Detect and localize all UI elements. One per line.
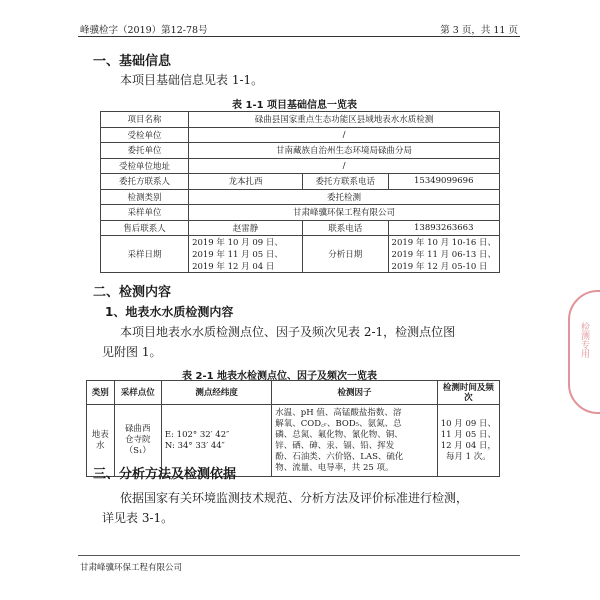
schedule-line: 每月 1 次。	[445, 451, 491, 462]
value-client-contact: 龙本扎西	[189, 174, 303, 190]
label-client-unit: 委托单位	[101, 143, 189, 159]
label-client-phone: 委托方联系电话	[302, 174, 388, 190]
doc-number: 峰骥检字（2019）第12-78号	[80, 25, 208, 36]
table-row	[101, 174, 500, 190]
value-inspected-unit: /	[189, 127, 500, 143]
value-after-sales: 赵雷静	[189, 220, 303, 236]
section3-title: 三、分析方法及检测依据	[93, 467, 237, 482]
label-sampling-unit: 采样单位	[101, 205, 189, 221]
site-line: 碌曲西	[124, 424, 151, 434]
section3-para-line: 详见表 3-1。	[102, 511, 174, 525]
header-schedule: 检测时间及频次	[437, 381, 499, 405]
analysis-date-line: 2019 年 11 月 06-13 日、	[391, 250, 496, 260]
label-client-contact: 委托方联系人	[101, 174, 189, 190]
project-info-table	[100, 111, 500, 273]
table-row	[101, 236, 500, 273]
coord-line: E: 102° 32′ 42″	[164, 429, 230, 440]
table-row	[101, 220, 500, 236]
section2-para-line: 见附图 1。	[102, 345, 162, 359]
header-rule	[78, 36, 520, 37]
schedule-line: 10 月 09 日、	[440, 418, 496, 429]
analysis-date-line: 2019 年 12 月 05-10 日	[391, 262, 488, 272]
factor-line: 锌、硒、砷、汞、镉、铅、挥发	[275, 440, 395, 451]
value-inspected-address: /	[189, 158, 500, 174]
analysis-date-line: 2019 年 10 月 10-16 日、	[391, 238, 496, 248]
value-project-name: 碌曲县国家重点生态功能区县域地表水水质检测	[189, 112, 500, 128]
section2-subtitle: 1、地表水水质检测内容	[105, 305, 234, 319]
cell-schedule	[437, 405, 499, 477]
label-test-type: 检测类别	[101, 189, 189, 205]
value-analysis-date	[388, 236, 499, 273]
cell-category: 地表水	[87, 405, 115, 477]
sampling-date-line: 2019 年 12 月 04 日	[192, 262, 275, 272]
value-client-phone: 15349099696	[388, 174, 499, 190]
schedule-line: 11 月 05 日、	[440, 429, 496, 440]
section2-para	[102, 322, 456, 362]
stamp-seal-icon	[568, 290, 600, 414]
label-analysis-date: 分析日期	[302, 236, 388, 273]
label-sampling-date: 采样日期	[101, 236, 189, 273]
cell-factors	[272, 405, 437, 477]
section3-para	[102, 488, 469, 528]
seal-text: 检测专用	[579, 322, 589, 358]
section1-title: 一、基础信息	[93, 54, 172, 69]
section2-title: 二、检测内容	[93, 285, 172, 300]
table-row	[101, 189, 500, 205]
footer-rule	[78, 555, 520, 556]
factor-line: 物、流量、电导率，共 25 项。	[275, 462, 394, 473]
schedule-line: 12 月 04 日，	[440, 440, 496, 451]
site-line: （S₁）	[124, 446, 151, 456]
factor-line: 磷、总氮、氟化物、氰化物、铜、	[275, 429, 403, 440]
table-header-row	[87, 381, 500, 405]
header-category: 类别	[87, 381, 115, 405]
label-after-sales-phone: 联系电话	[302, 220, 388, 236]
coord-line: N: 34° 33′ 44″	[164, 440, 225, 451]
value-sampling-unit: 甘肃峰骥环保工程有限公司	[189, 205, 500, 221]
section1-intro: 本项目基础信息见表 1-1。	[120, 73, 264, 87]
value-after-sales-phone: 13893263663	[388, 220, 499, 236]
table1-caption: 表 1-1 项目基础信息一览表	[232, 100, 358, 111]
table-row	[101, 205, 500, 221]
header-factors: 检测因子	[272, 381, 437, 405]
page-info: 第 3 页，共 11 页	[440, 25, 518, 36]
site-line: 仓寺院	[124, 435, 151, 445]
sampling-date-line: 2019 年 11 月 05 日、	[192, 250, 283, 260]
value-sampling-date	[189, 236, 303, 273]
factor-line: 酚、石油类、六价铬、LAS、硫化	[275, 451, 404, 462]
value-test-type: 委托检测	[189, 189, 500, 205]
footer-company: 甘肃峰骥环保工程有限公司	[80, 563, 183, 573]
factor-line: 水温、pH 值、高锰酸盐指数、溶	[275, 407, 402, 418]
label-project-name: 项目名称	[101, 112, 189, 128]
header-coordinates: 测点经纬度	[161, 381, 271, 405]
table-row	[101, 127, 500, 143]
table2-caption: 表 2-1 地表水检测点位、因子及频次一览表	[182, 371, 378, 382]
value-client-unit: 甘南藏族自治州生态环境局碌曲分局	[189, 143, 500, 159]
table-row	[101, 158, 500, 174]
factor-line: 解氧、COD꜀ᵣ、BOD₅、氨氮、总	[275, 418, 402, 429]
section3-para-line: 依据国家有关环境监测技术规范、分析方法及评价标准进行检测，	[120, 491, 469, 505]
label-after-sales: 售后联系人	[101, 220, 189, 236]
label-inspected-address: 受检单位地址	[101, 158, 189, 174]
header-sampling-site: 采样点位	[114, 381, 161, 405]
table-row	[101, 112, 500, 128]
sampling-date-line: 2019 年 10 月 09 日、	[192, 238, 283, 248]
table-row	[101, 143, 500, 159]
section2-para-line: 本项目地表水水质检测点位、因子及频次见表 2-1，检测点位图	[120, 325, 456, 339]
label-inspected-unit: 受检单位	[101, 127, 189, 143]
